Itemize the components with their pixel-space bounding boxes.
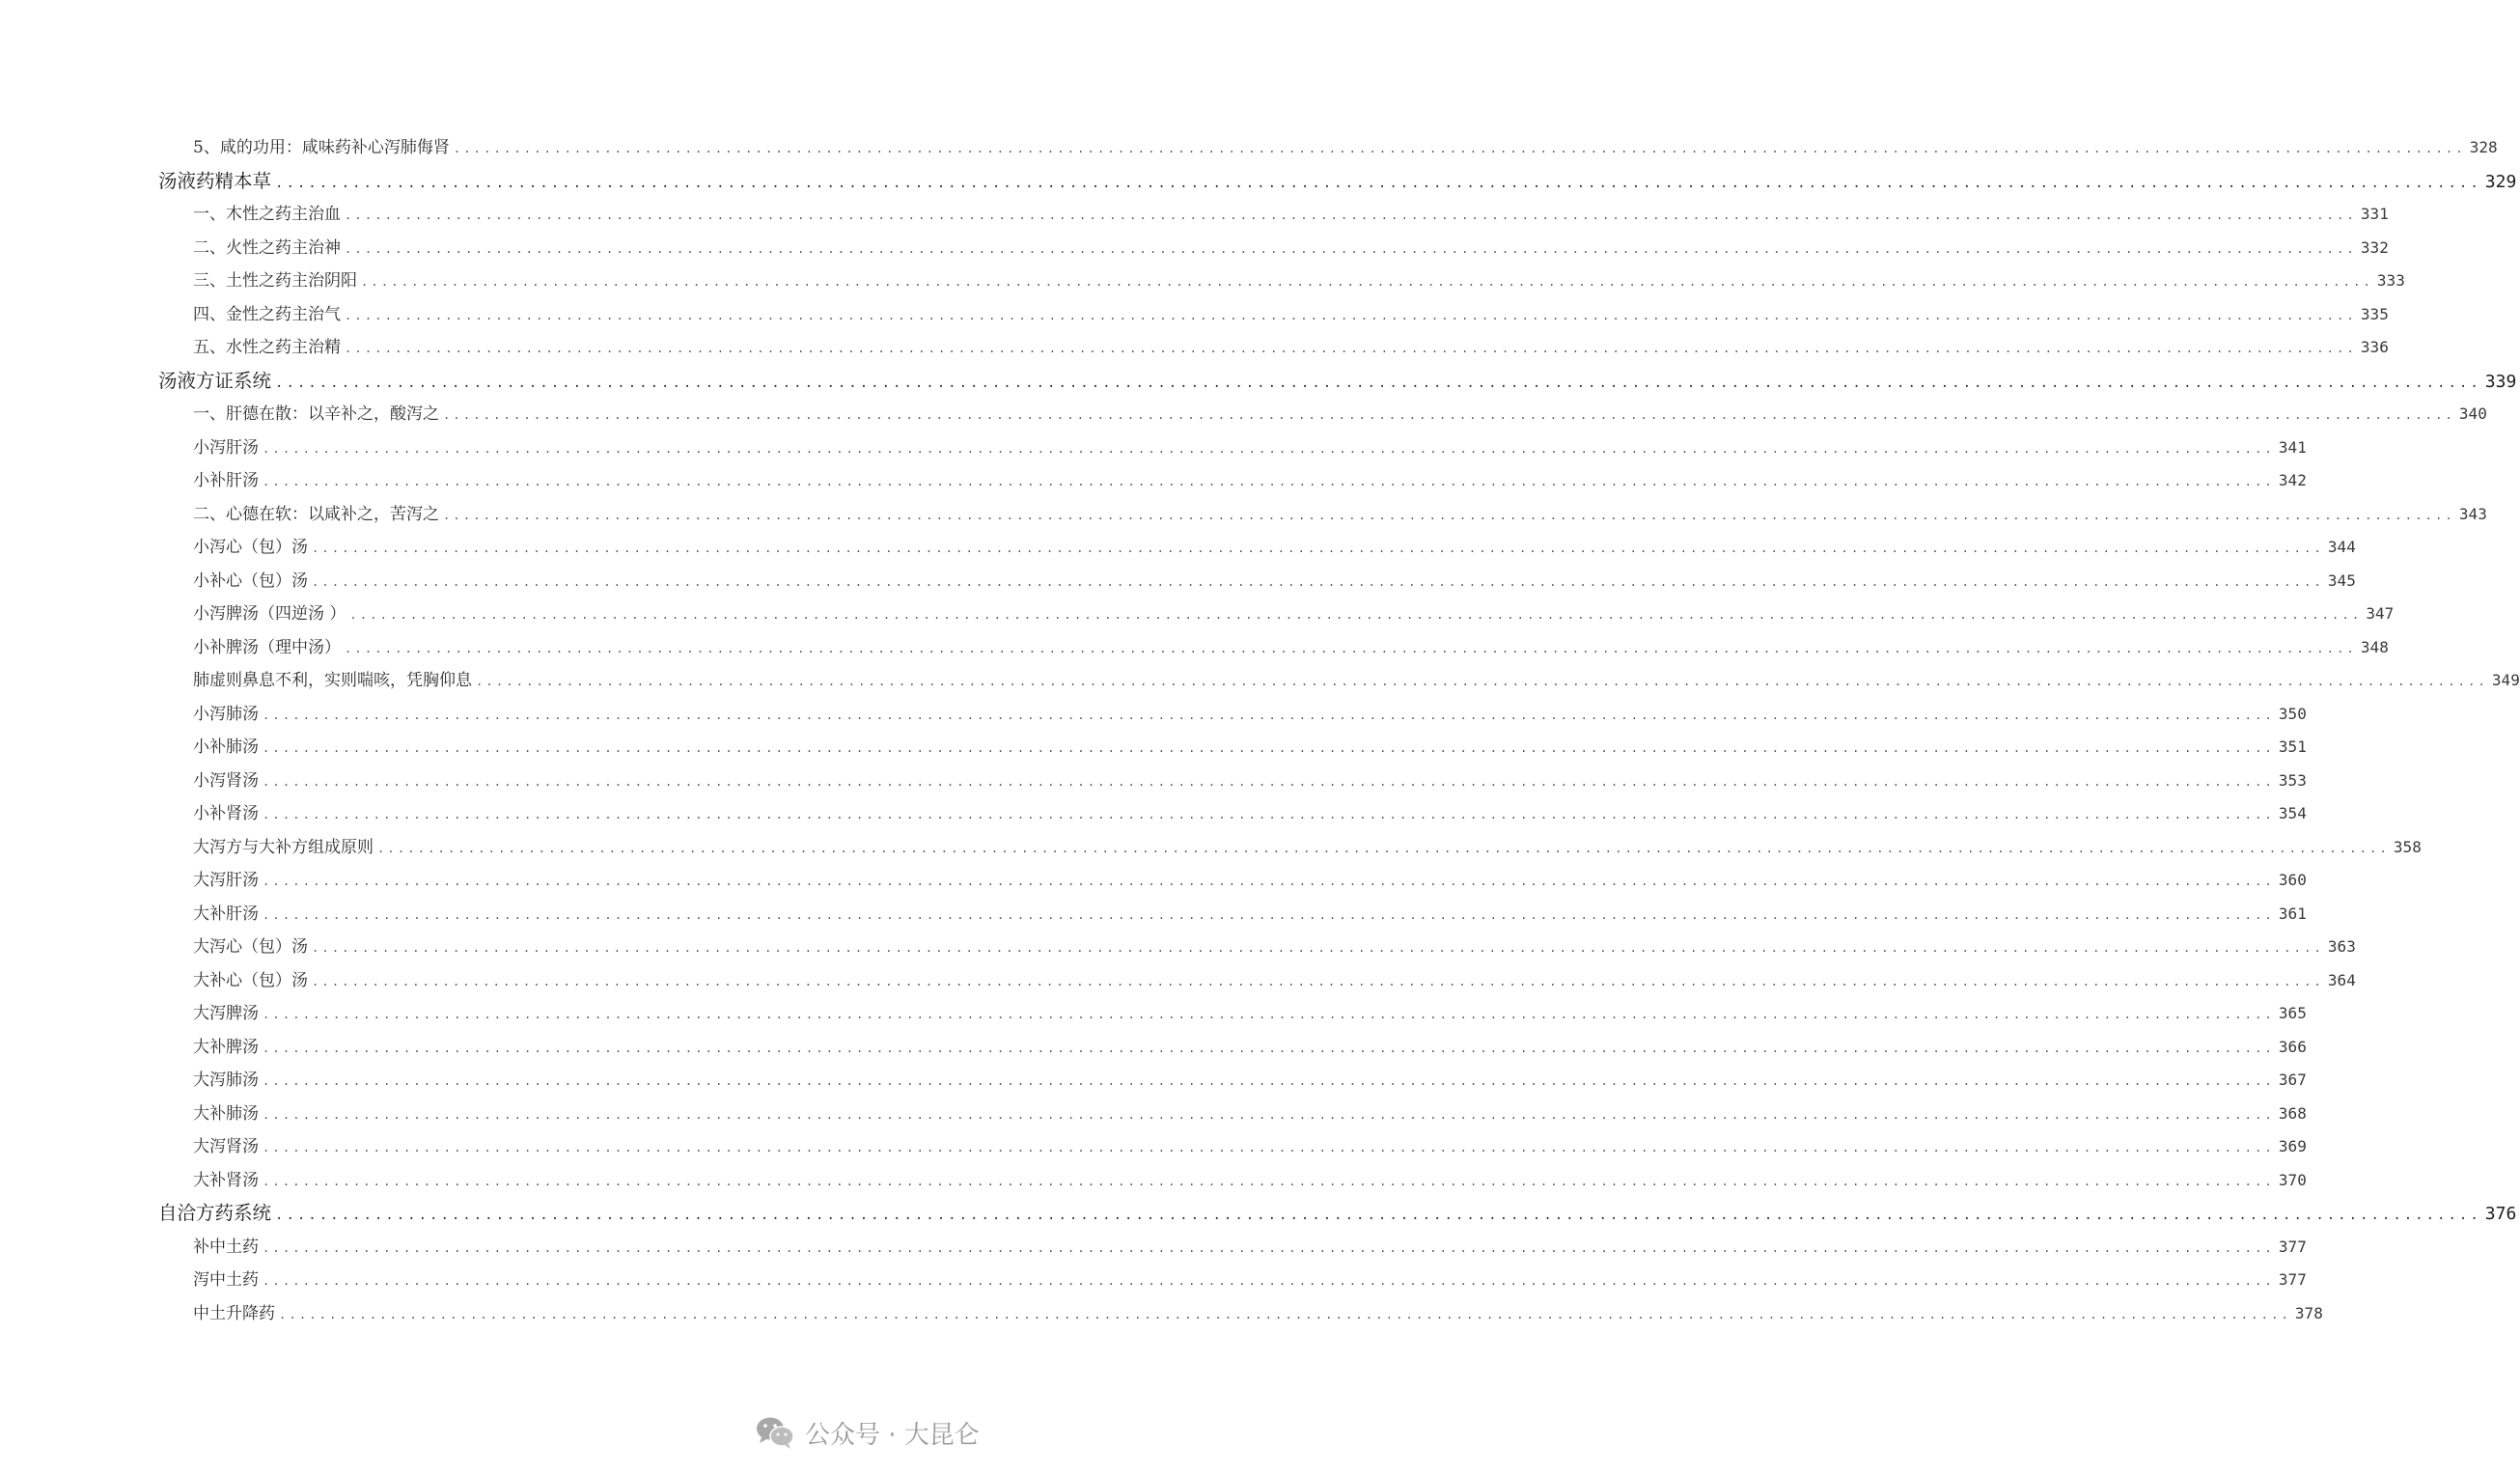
toc-entry-title: 小补脾汤（理中汤） xyxy=(193,637,341,657)
toc-dot-leader: ........................................................................................................................................................................................................ xyxy=(345,342,2357,355)
toc-entry-page-number: 363 xyxy=(2327,937,2356,956)
toc-entry-title: 小补肝汤 xyxy=(193,471,259,490)
toc-entry[interactable] xyxy=(193,1297,2323,1331)
toc-entry-title: 大补肾汤 xyxy=(193,1170,259,1190)
toc-entry[interactable] xyxy=(193,797,2307,831)
toc-entry[interactable] xyxy=(193,232,2389,265)
toc-entry-page-number: 343 xyxy=(2458,504,2487,523)
toc-entry-title: 小补肾汤 xyxy=(193,804,259,823)
toc-dot-leader: ........................................................................................................................................................................................................ xyxy=(263,441,2275,456)
toc-entry-title: 大泻心（包）汤 xyxy=(193,937,308,957)
toc-entry-page-number: 365 xyxy=(2278,1004,2307,1022)
toc-entry[interactable] xyxy=(193,1264,2307,1297)
toc-entry[interactable] xyxy=(193,864,2307,898)
toc-entry[interactable] xyxy=(193,831,2422,865)
toc-entry-title: 大泻方与大补方组成原则 xyxy=(193,837,374,857)
toc-entry-title: 大补肺汤 xyxy=(193,1103,259,1124)
toc-entry-page-number: 367 xyxy=(2278,1071,2307,1089)
toc-entry-page-number: 340 xyxy=(2458,404,2487,423)
toc-dot-leader: ........................................................................................................................................................................................................ xyxy=(275,375,2481,391)
toc-entry[interactable] xyxy=(193,398,2487,431)
toc-entry-title: 小泻脾汤（四逆汤 ） xyxy=(193,604,346,624)
watermark xyxy=(755,1409,980,1456)
toc-entry-page-number: 348 xyxy=(2360,637,2389,656)
toc-entry-title: 小泻肝汤 xyxy=(193,437,259,458)
toc-dot-leader: ........................................................................................................................................................................................................ xyxy=(279,1307,2291,1321)
toc-dot-leader: ........................................................................................................................................................................................................ xyxy=(312,974,2324,988)
toc-entry-page-number: 378 xyxy=(2294,1303,2323,1322)
toc-entry-title: 一、肝德在散：以辛补之，酸泻之 xyxy=(193,404,439,424)
toc-entry-title: 大泻肾汤 xyxy=(193,1137,259,1156)
toc-dot-leader: ........................................................................................................................................................................................................ xyxy=(476,675,2488,688)
toc-entry[interactable] xyxy=(193,931,2356,964)
toc-entry-title: 大泻肝汤 xyxy=(193,871,259,890)
toc-entry-title: 大补心（包）汤 xyxy=(193,970,308,990)
toc-entry[interactable] xyxy=(193,498,2487,532)
toc-entry-page-number: 358 xyxy=(2393,837,2422,856)
toc-dot-leader: ........................................................................................................................................................................................................ xyxy=(312,542,2324,555)
table-of-contents xyxy=(0,131,2520,1330)
toc-entry[interactable] xyxy=(193,731,2307,765)
toc-dot-leader: ........................................................................................................................................................................................................ xyxy=(377,841,2390,855)
toc-dot-leader: ........................................................................................................................................................................................................ xyxy=(312,941,2324,955)
toc-entry[interactable] xyxy=(193,1031,2307,1065)
toc-entry-page-number: 328 xyxy=(2469,138,2498,156)
toc-entry-page-number: 342 xyxy=(2278,471,2307,489)
toc-entry-title: 小泻肺汤 xyxy=(193,704,259,724)
toc-dot-leader: ........................................................................................................................................................................................................ xyxy=(349,608,2363,622)
toc-entry-title: 大补肝汤 xyxy=(193,904,259,924)
toc-entry[interactable] xyxy=(193,1164,2307,1198)
toc-dot-leader: ........................................................................................................................................................................................................ xyxy=(263,1074,2275,1088)
toc-entry[interactable] xyxy=(193,464,2307,498)
toc-entry[interactable] xyxy=(193,698,2307,732)
toc-entry[interactable] xyxy=(193,1130,2307,1164)
toc-entry-page-number: 345 xyxy=(2327,570,2356,590)
toc-dot-leader: ........................................................................................................................................................................................................ xyxy=(275,1208,2481,1223)
toc-entry-page-number: 353 xyxy=(2278,770,2307,790)
toc-entry[interactable] xyxy=(193,997,2307,1031)
toc-entry[interactable] xyxy=(193,898,2307,932)
toc-entry[interactable] xyxy=(193,298,2389,332)
toc-entry-title: 三、土性之药主治阴阳 xyxy=(193,271,357,291)
toc-entry-page-number: 336 xyxy=(2360,338,2389,356)
toc-entry-title: 二、心德在软：以咸补之，苦泻之 xyxy=(193,504,439,524)
toc-chapter-entry[interactable] xyxy=(158,165,2517,199)
toc-entry[interactable] xyxy=(193,765,2307,798)
toc-entry-page-number: 354 xyxy=(2278,804,2307,822)
toc-dot-leader: ........................................................................................................................................................................................................ xyxy=(275,175,2481,191)
toc-entry-page-number: 370 xyxy=(2278,1170,2307,1189)
toc-entry-title: 补中土药 xyxy=(193,1237,259,1257)
toc-dot-leader: ........................................................................................................................................................................................................ xyxy=(263,808,2275,821)
toc-entry-title: 自洽方药系统 xyxy=(158,1202,272,1224)
toc-entry[interactable] xyxy=(193,1231,2307,1265)
toc-entry-page-number: 364 xyxy=(2327,970,2356,989)
toc-entry[interactable] xyxy=(193,331,2389,365)
toc-entry[interactable] xyxy=(193,198,2389,232)
toc-dot-leader: ........................................................................................................................................................................................................ xyxy=(443,508,2455,522)
toc-entry-page-number: 369 xyxy=(2278,1137,2307,1155)
toc-dot-leader: ........................................................................................................................................................................................................ xyxy=(263,1141,2275,1154)
toc-entry[interactable] xyxy=(193,1098,2307,1131)
toc-entry-page-number: 329 xyxy=(2484,171,2517,192)
toc-entry[interactable] xyxy=(193,631,2389,665)
toc-entry[interactable] xyxy=(193,264,2405,298)
toc-entry-page-number: 332 xyxy=(2360,237,2389,257)
toc-entry-page-number: 376 xyxy=(2484,1204,2517,1224)
toc-entry[interactable] xyxy=(193,598,2395,631)
toc-dot-leader: ........................................................................................................................................................................................................ xyxy=(263,1274,2275,1288)
toc-entry[interactable] xyxy=(193,1064,2307,1098)
toc-entry-title: 小补肺汤 xyxy=(193,737,259,757)
toc-dot-leader: ........................................................................................................................................................................................................ xyxy=(263,1174,2275,1188)
toc-entry-title: 大泻肺汤 xyxy=(193,1071,259,1090)
toc-entry-title: 5、咸的功用：咸味药补心泻肺侮肾 xyxy=(193,138,450,157)
toc-entry-title: 小泻心（包）汤 xyxy=(193,538,308,557)
toc-chapter-entry[interactable] xyxy=(158,1197,2517,1231)
toc-dot-leader: ........................................................................................................................................................................................................ xyxy=(263,774,2275,789)
toc-entry-page-number: 366 xyxy=(2278,1037,2307,1056)
toc-dot-leader: ........................................................................................................................................................................................................ xyxy=(263,1041,2275,1055)
toc-entry-title: 肺虚则鼻息不利，实则喘咳，凭胸仰息 xyxy=(193,671,472,690)
toc-entry-title: 四、金性之药主治气 xyxy=(193,304,341,324)
toc-dot-leader: ........................................................................................................................................................................................................ xyxy=(345,308,2357,322)
toc-entry[interactable] xyxy=(193,565,2356,598)
toc-entry-page-number: 377 xyxy=(2278,1237,2307,1256)
toc-entry-title: 二、火性之药主治神 xyxy=(193,237,341,258)
watermark-text: 公众号 · 大昆仑 xyxy=(805,1420,980,1450)
toc-entry-page-number: 349 xyxy=(2491,671,2520,689)
toc-dot-leader: ........................................................................................................................................................................................................ xyxy=(263,907,2275,922)
toc-entry-page-number: 333 xyxy=(2376,271,2405,290)
toc-entry-title: 小泻肾汤 xyxy=(193,770,259,791)
toc-dot-leader: ........................................................................................................................................................................................................ xyxy=(263,1008,2275,1021)
toc-chapter-entry[interactable] xyxy=(158,365,2517,399)
toc-entry-page-number: 347 xyxy=(2366,604,2395,623)
toc-dot-leader: ........................................................................................................................................................................................................ xyxy=(312,574,2324,589)
toc-entry-title: 一、木性之药主治血 xyxy=(193,205,341,224)
toc-dot-leader: ........................................................................................................................................................................................................ xyxy=(345,241,2357,256)
toc-entry-page-number: 341 xyxy=(2278,437,2307,457)
toc-entry-page-number: 331 xyxy=(2360,205,2389,223)
toc-entry-title: 大泻脾汤 xyxy=(193,1004,259,1023)
toc-dot-leader: ........................................................................................................................................................................................................ xyxy=(263,1107,2275,1122)
toc-entry-page-number: 360 xyxy=(2278,871,2307,889)
toc-dot-leader: ........................................................................................................................................................................................................ xyxy=(345,209,2357,222)
toc-entry-title: 汤液药精本草 xyxy=(158,169,272,192)
wechat-icon xyxy=(755,1415,795,1450)
toc-dot-leader: ........................................................................................................................................................................................................ xyxy=(263,1240,2275,1255)
toc-entry[interactable] xyxy=(193,664,2520,698)
toc-entry-title: 泻中土药 xyxy=(193,1270,259,1290)
toc-entry-page-number: 368 xyxy=(2278,1103,2307,1123)
toc-entry[interactable] xyxy=(193,964,2356,998)
toc-entry-page-number: 350 xyxy=(2278,704,2307,723)
toc-entry-title: 小补心（包）汤 xyxy=(193,570,308,591)
toc-entry[interactable] xyxy=(193,431,2307,465)
toc-dot-leader: ........................................................................................................................................................................................................ xyxy=(263,475,2275,488)
toc-dot-leader: ........................................................................................................................................................................................................ xyxy=(263,741,2275,755)
toc-dot-leader: ........................................................................................................................................................................................................ xyxy=(263,708,2275,722)
toc-dot-leader: ........................................................................................................................................................................................................ xyxy=(263,875,2275,888)
toc-entry-title: 中土升降药 xyxy=(193,1303,275,1323)
toc-entry-page-number: 335 xyxy=(2360,304,2389,323)
toc-dot-leader: ........................................................................................................................................................................................................ xyxy=(345,641,2357,655)
toc-entry[interactable] xyxy=(193,131,2498,165)
toc-entry-page-number: 339 xyxy=(2484,371,2517,392)
toc-entry-page-number: 377 xyxy=(2278,1270,2307,1289)
toc-entry-title: 汤液方证系统 xyxy=(158,369,272,392)
toc-entry[interactable] xyxy=(193,531,2356,565)
toc-dot-leader: ........................................................................................................................................................................................................ xyxy=(453,142,2466,155)
toc-entry-page-number: 351 xyxy=(2278,737,2307,756)
toc-entry-page-number: 361 xyxy=(2278,904,2307,923)
toc-entry-page-number: 344 xyxy=(2327,538,2356,556)
toc-dot-leader: ........................................................................................................................................................................................................ xyxy=(361,275,2373,289)
toc-entry-title: 五、水性之药主治精 xyxy=(193,338,341,357)
toc-dot-leader: ........................................................................................................................................................................................................ xyxy=(443,408,2455,422)
toc-entry-title: 大补脾汤 xyxy=(193,1037,259,1057)
